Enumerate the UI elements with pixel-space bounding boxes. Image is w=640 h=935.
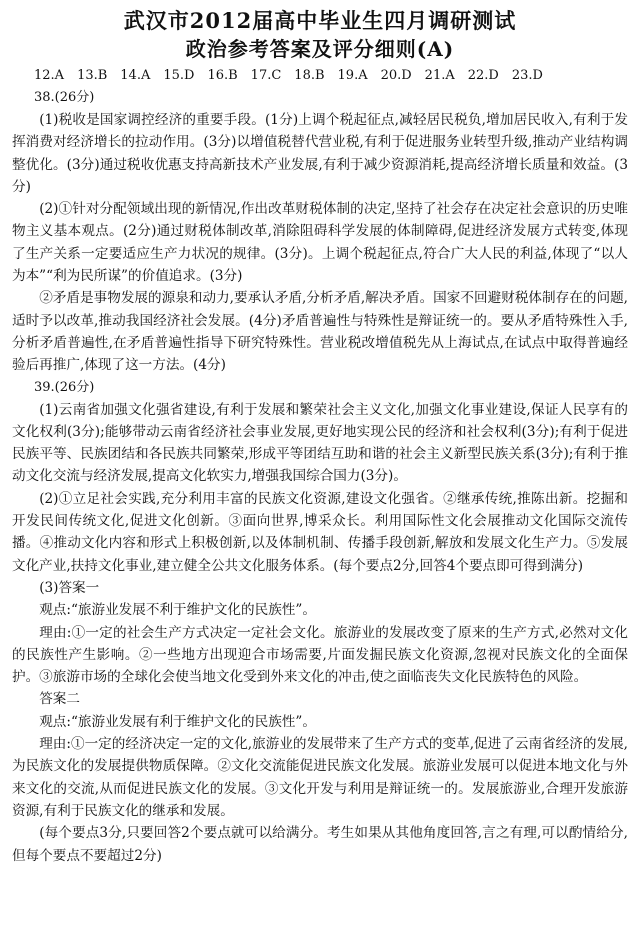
document-title: 武汉市2012届高中毕业生四月调研测试 bbox=[123, 8, 517, 33]
q38-part2: (2)①针对分配领域出现的新情况,作出改革财税体制的决定,坚持了社会存在决定社会意识的历史唯物主义基本观点。(2分)通过财税体制改革,消除阻碍科学发展的体制障碍,促进经济发展方式转变,体现了生产关系一定要适应生产力状况的规律。(3分)。上调个税起征点,符合广大人民的利益,体现了“以人为本”“利为民所谋”的价值追求。(3分) bbox=[12, 201, 628, 285]
q39-answer2-reason: 理由:①一定的经济决定一定的文化,旅游业的发展带来了生产方式的变革,促进了云南省经济的发展,为民族文化的发展提供物质保障。②文化交流能促进民族文化发展。旅游业发展可以促进本地文化与外来文化的交流,从而促进民族文化的发展。③文化开发与利用是辩证统一的。发展旅游业,合理开发旅游资源,有利于民族文化的继承和发展。 bbox=[12, 736, 628, 819]
q38-part1: (1)税收是国家调控经济的重要手段。(1分)上调个税起征点,减轻居民税负,增加居民收入,有利于发挥消费对经济增长的拉动作用。(3分)以增值税替代营业税,有利于促进服务业转型升级,推动产业结构调整优化。(3分)通过税收优惠支持高新技术产业发展,有利于减少资源消耗,提高经济增长质量和效益。(3分) bbox=[12, 112, 628, 195]
q38-part2-point2: ②矛盾是事物发展的源泉和动力,要承认矛盾,分析矛盾,解决矛盾。国家不回避财税体制存在的问题,适时予以改革,推动我国经济社会发展。(4分)矛盾普遍性与特殊性是辩证统一的。要从矛盾特殊性入手,分析矛盾普遍性,在矛盾普遍性指导下研究特殊性。营业税改增值税先从上海试点,在试点中取得普遍经验后再推广,体现了这一方法。(4分) bbox=[12, 290, 628, 374]
scoring-note: (每个要点3分,只要回答2个要点就可以给满分。考生如果从其他角度回答,言之有理,可以酌情给分,但每个要点不要超过2分) bbox=[12, 825, 628, 864]
q39-answer1-reason: 理由:①一定的社会生产方式决定一定社会文化。旅游业的发展改变了原来的生产方式,必然对文化的民族性产生影响。②一些地方出现迎合市场需要,片面发掘民族文化资源,忽视对民族文化的全面保护。③旅游市场的全球化会使当地文化受到外来文化的冲击,使之面临丧失文化民族特色的风险。 bbox=[12, 624, 628, 686]
q39-part2: (2)①立足社会实践,充分利用丰富的民族文化资源,建设文化强省。②继承传统,推陈出新。挖掘和开发民间传统文化,促进文化创新。③面向世界,博采众长。利用国际性文化会展推动文化国际交流传播。④推动文化内容和形式上积极创新,以及体制机制、传播手段创新,解放和发展文化生产力。⑤发展文化产业,扶持文化事业,建立健全公共文化服务体系。(每个要点2分,回答4个要点即可得到满分) bbox=[12, 490, 628, 574]
q39-answer2-heading: 答案二 bbox=[39, 691, 80, 708]
q39-part1: (1)云南省加强文化强省建设,有利于发展和繁荣社会主义文化,加强文化事业建设,保证人民享有的文化权利(3分);能够带动云南省经济社会事业发展,更好地实现公民的经济和社会权利(3分);有利于促进民族平等、民族团结和各民族共同繁荣,形成平等团结互助和谐的社会主义新型民族关系(3分);有利于推动文化交流与经济发展,提高文化软实力,增强我国综合国力(3分)。 bbox=[12, 401, 628, 485]
choice-answers: 12.A 13.B 14.A 15.D 16.B 17.C 18.B 19.A 20.D 21.A 22.D 23.D bbox=[34, 68, 543, 83]
q39-part3-heading: (3)答案一 bbox=[39, 579, 100, 596]
question-39-heading: 39.(26分) bbox=[34, 379, 95, 395]
question-38-heading: 38.(26分) bbox=[34, 90, 95, 105]
document-subtitle: 政治参考答案及评分细则(A) bbox=[185, 37, 455, 61]
q39-answer1-view: 观点:“旅游业发展不利于维护文化的民族性”。 bbox=[39, 602, 316, 619]
q39-answer2-view: 观点:“旅游业发展有利于维护文化的民族性”。 bbox=[39, 713, 316, 730]
